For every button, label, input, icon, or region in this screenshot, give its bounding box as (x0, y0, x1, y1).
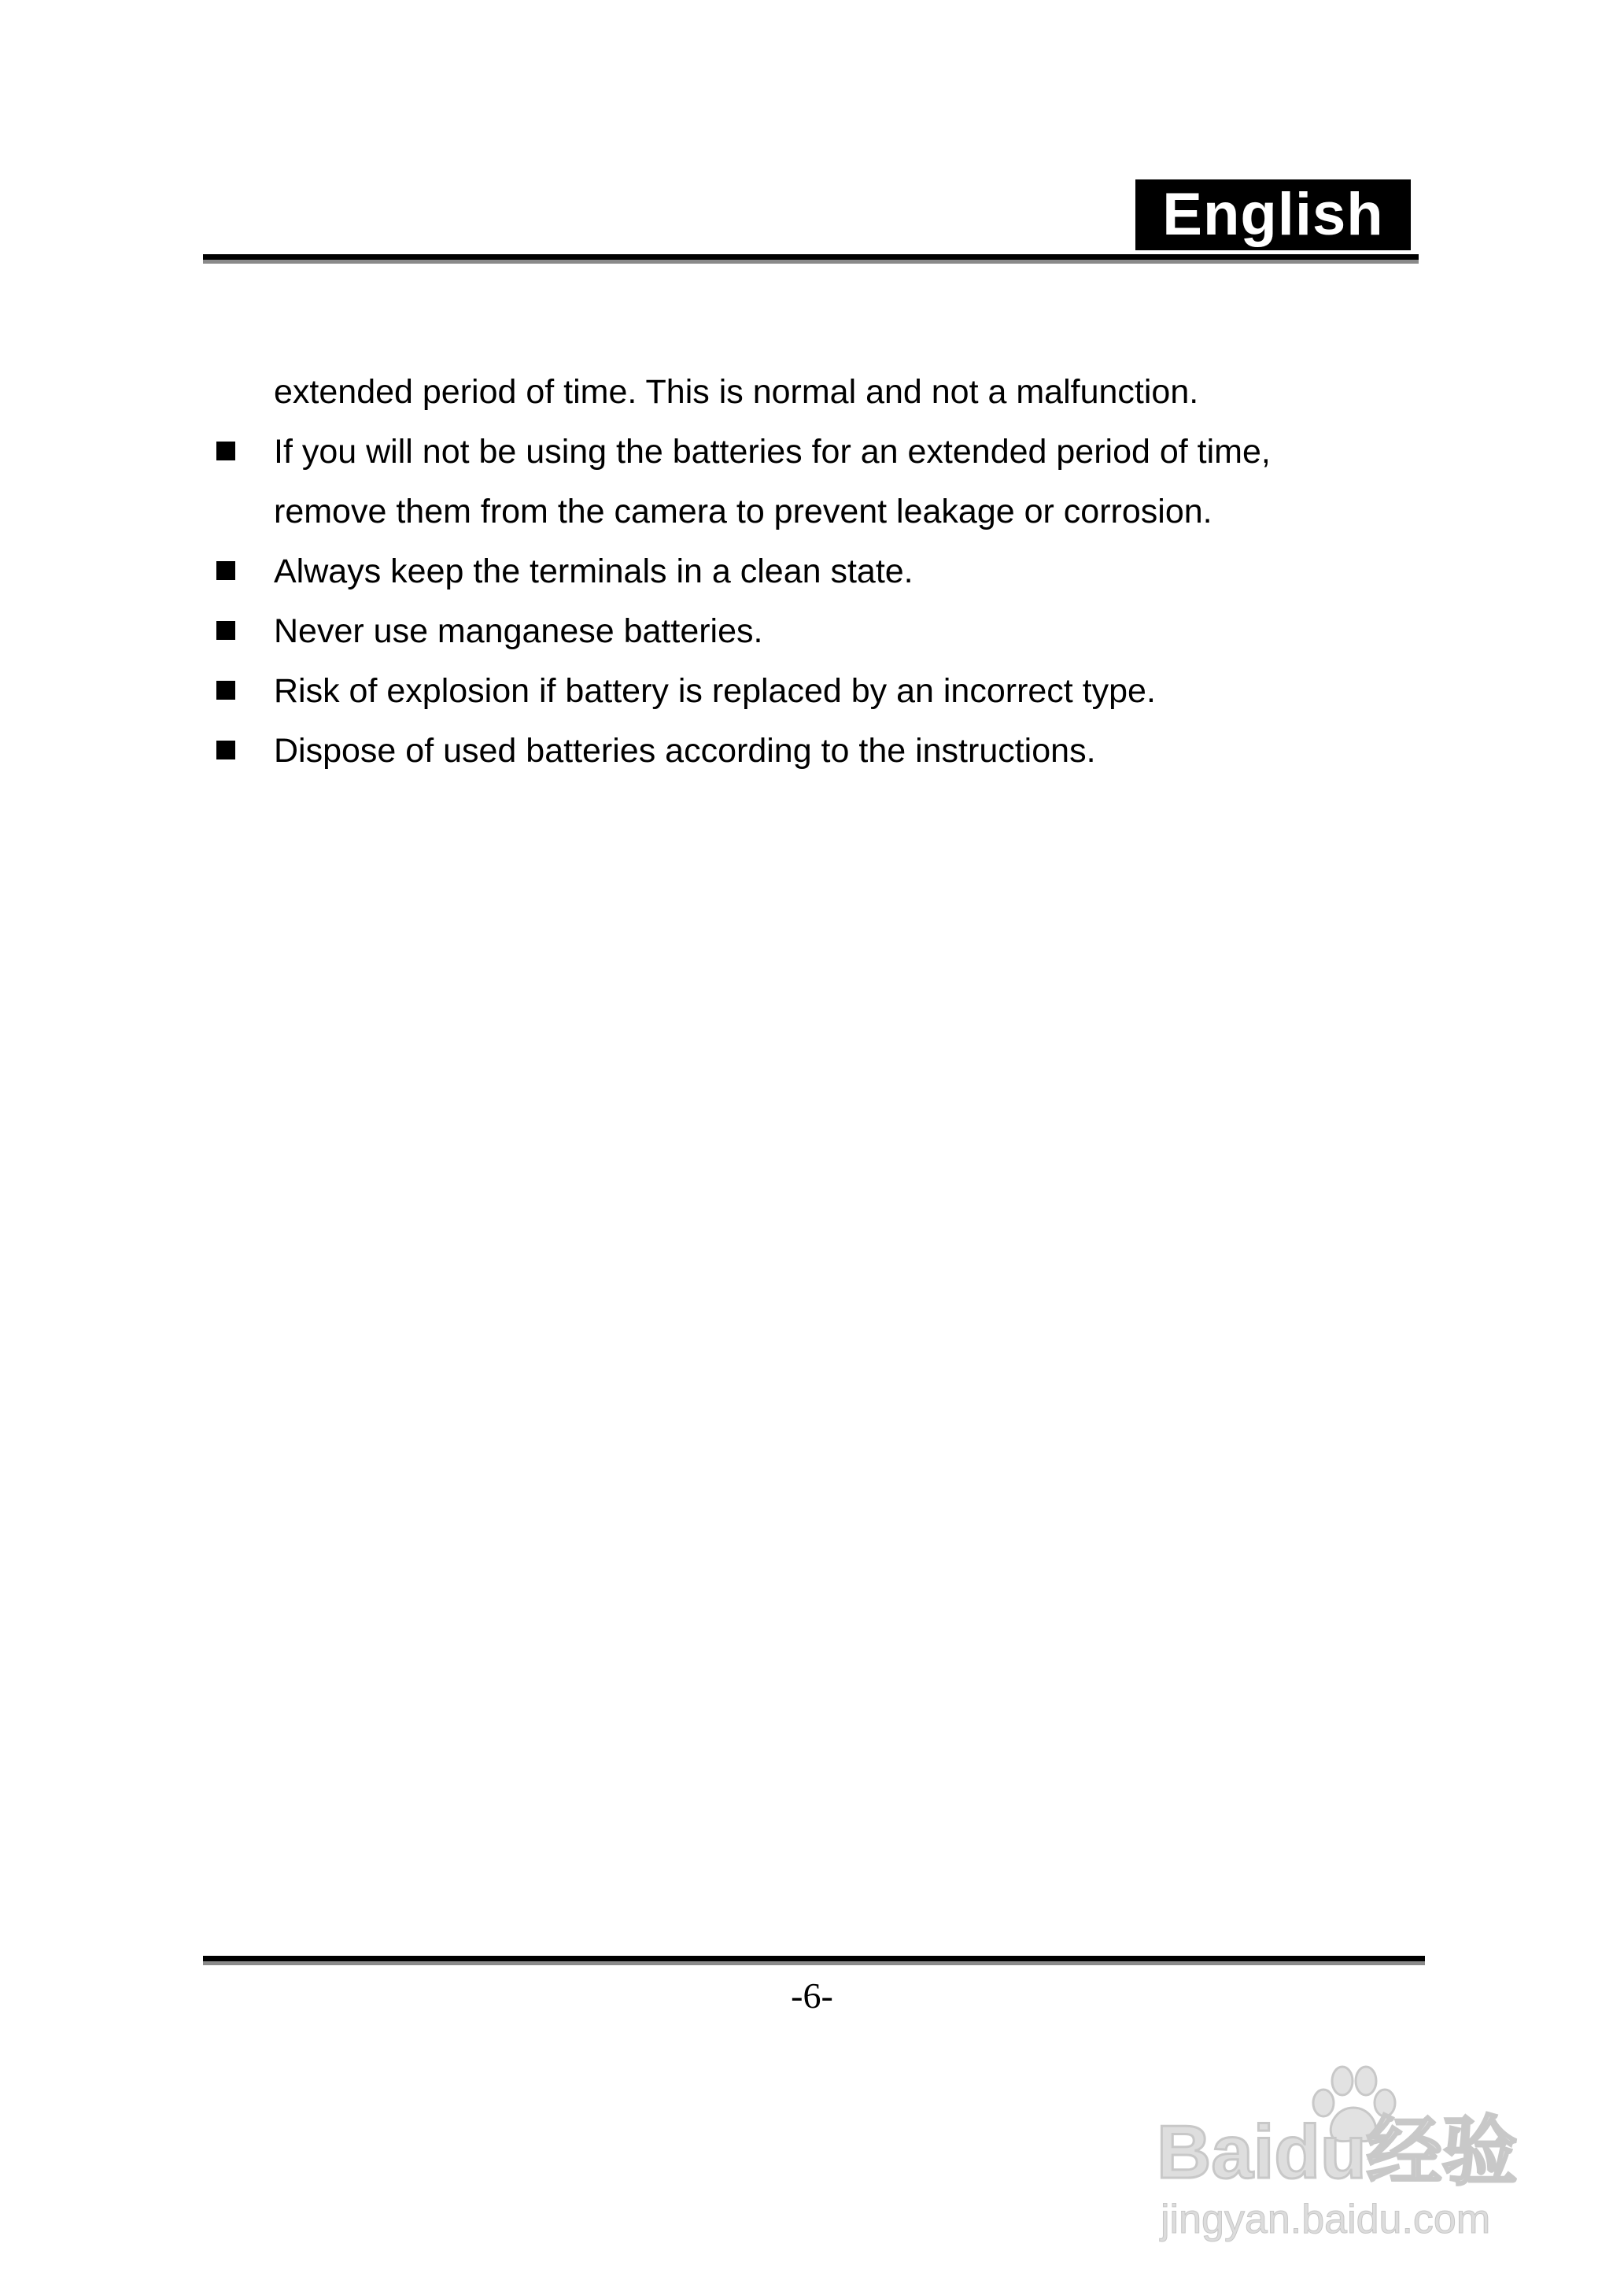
page-number: -6- (791, 1975, 833, 2016)
list-item-text: Never use manganese batteries. (274, 612, 763, 650)
square-bullet-icon (216, 741, 235, 759)
list-item-text: If you will not be using the batteries for an extended period of time, (274, 433, 1271, 471)
continuation-text: extended period of time. This is normal and not a malfunction. (274, 373, 1199, 411)
baidu-url-text: jingyan.baidu.com (1161, 2197, 1491, 2242)
square-bullet-icon (216, 442, 235, 460)
square-bullet-icon (216, 681, 235, 700)
page-body (212, 362, 1424, 781)
list-item-text: Risk of explosion if battery is replaced by an incorrect type. (274, 672, 1156, 710)
list-item (212, 661, 1424, 721)
list-item (212, 541, 1424, 601)
baidu-logo-text: Baidu经验 (1157, 2110, 1518, 2194)
header-rule (203, 254, 1419, 260)
list-item (212, 601, 1424, 661)
baidu-watermark (1157, 2062, 1550, 2259)
list-item-text: Always keep the terminals in a clean state. (274, 552, 914, 590)
list-item-text-continued: remove them from the camera to prevent leakage or corrosion. (274, 493, 1212, 530)
footer-rule (203, 1956, 1425, 1961)
square-bullet-icon (216, 561, 235, 580)
list-item (212, 721, 1424, 781)
list-item (212, 422, 1424, 541)
square-bullet-icon (216, 621, 235, 640)
language-badge: English (1135, 179, 1411, 250)
list-item-text: Dispose of used batteries according to the instructions. (274, 732, 1096, 770)
